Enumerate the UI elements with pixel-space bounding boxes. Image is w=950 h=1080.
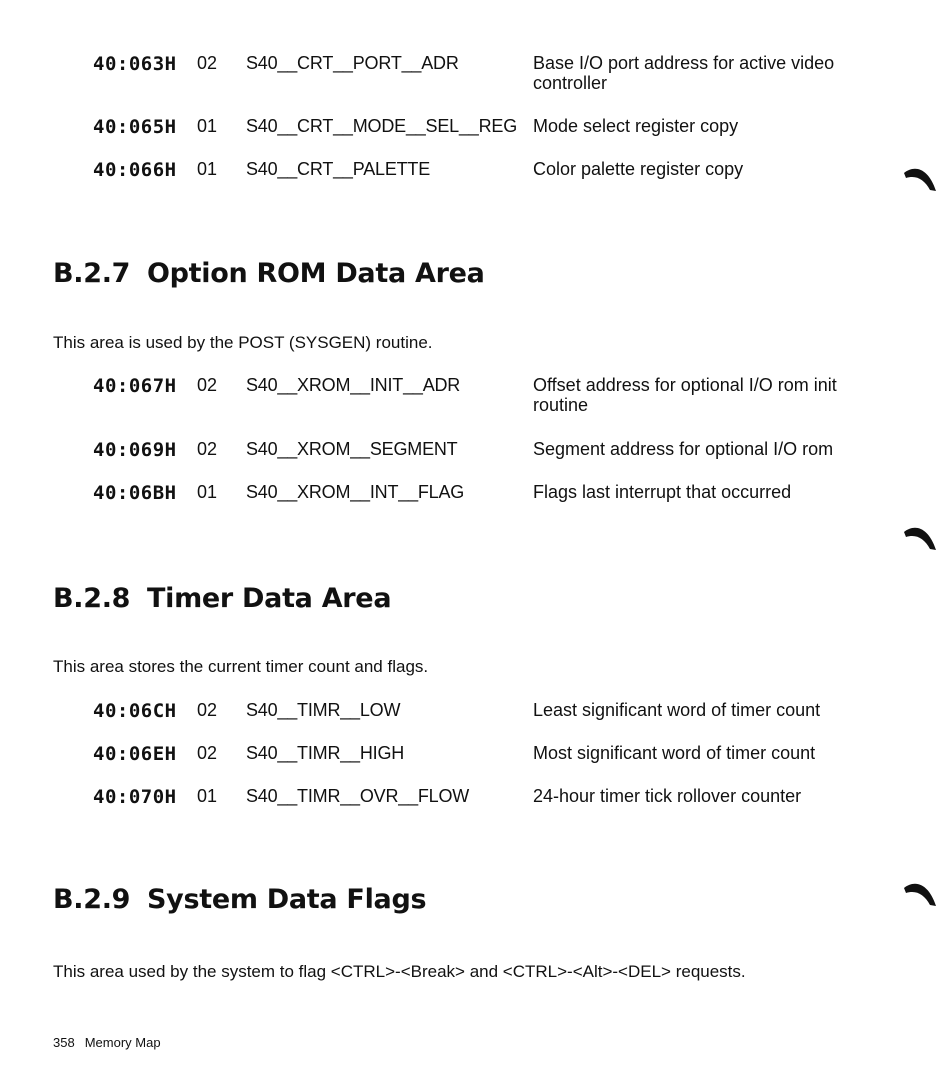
section-number: B.2.8 xyxy=(53,583,131,614)
description-cell: 24-hour timer tick rollover counter xyxy=(533,786,802,806)
address-cell: 40:069H xyxy=(93,439,177,461)
section-intro: This area stores the current timer count and flags. xyxy=(53,657,429,676)
binder-mark-icon xyxy=(902,522,938,552)
description-cell: Segment address for optional I/O rom xyxy=(533,439,834,459)
address-cell: 40:06EH xyxy=(93,743,177,765)
address-cell: 40:063H xyxy=(93,53,177,75)
name-cell: S40__XROM__SEGMENT xyxy=(246,439,458,459)
section-intro: This area is used by the POST (SYSGEN) routine. xyxy=(53,333,433,352)
size-cell: 02 xyxy=(197,700,218,720)
section-heading xyxy=(53,884,426,915)
name-cell: S40__TIMR__HIGH xyxy=(246,743,405,763)
section-title: Timer Data Area xyxy=(147,583,392,614)
chapter-name: Memory Map xyxy=(84,1035,161,1050)
address-cell: 40:070H xyxy=(93,786,177,808)
page-footer xyxy=(53,1035,161,1050)
size-cell: 01 xyxy=(197,116,218,136)
name-cell: S40__TIMR__LOW xyxy=(246,700,401,720)
binder-mark-icon xyxy=(902,878,938,908)
name-cell: S40__XROM__INT__FLAG xyxy=(246,482,465,502)
page-number: 358 xyxy=(53,1035,75,1050)
section-heading xyxy=(53,258,485,289)
description-cell: Least significant word of timer count xyxy=(533,700,821,720)
address-cell: 40:06BH xyxy=(93,482,177,504)
name-cell: S40__CRT__MODE__SEL__REG xyxy=(246,116,518,136)
description-cell: Most significant word of timer count xyxy=(533,743,816,763)
description-cell: Flags last interrupt that occurred xyxy=(533,482,792,502)
size-cell: 02 xyxy=(197,53,218,73)
size-cell: 02 xyxy=(197,439,218,459)
name-cell: S40__CRT__PORT__ADR xyxy=(246,53,459,73)
section-title: System Data Flags xyxy=(147,884,427,915)
address-cell: 40:067H xyxy=(93,375,177,397)
name-cell: S40__XROM__INIT__ADR xyxy=(246,375,461,395)
description-cell: Base I/O port address for active video controller xyxy=(533,53,835,93)
section-title: Option ROM Data Area xyxy=(147,258,485,289)
description-cell: Mode select register copy xyxy=(533,116,739,136)
size-cell: 02 xyxy=(197,743,218,763)
section-number: B.2.7 xyxy=(53,258,131,289)
name-cell: S40__TIMR__OVR__FLOW xyxy=(246,786,470,806)
address-cell: 40:065H xyxy=(93,116,177,138)
section-intro: This area used by the system to flag <CTRL>-<Break> and <CTRL>-<Alt>-<DEL> requests. xyxy=(53,962,746,981)
section-heading xyxy=(53,583,391,614)
name-cell: S40__CRT__PALETTE xyxy=(246,159,431,179)
address-cell: 40:06CH xyxy=(93,700,177,722)
address-cell: 40:066H xyxy=(93,159,177,181)
description-cell: Offset address for optional I/O rom init routine xyxy=(533,375,837,415)
size-cell: 01 xyxy=(197,159,218,179)
size-cell: 02 xyxy=(197,375,218,395)
section-number: B.2.9 xyxy=(53,884,131,915)
size-cell: 01 xyxy=(197,786,218,806)
size-cell: 01 xyxy=(197,482,218,502)
binder-mark-icon xyxy=(902,163,938,193)
description-cell: Color palette register copy xyxy=(533,159,744,179)
